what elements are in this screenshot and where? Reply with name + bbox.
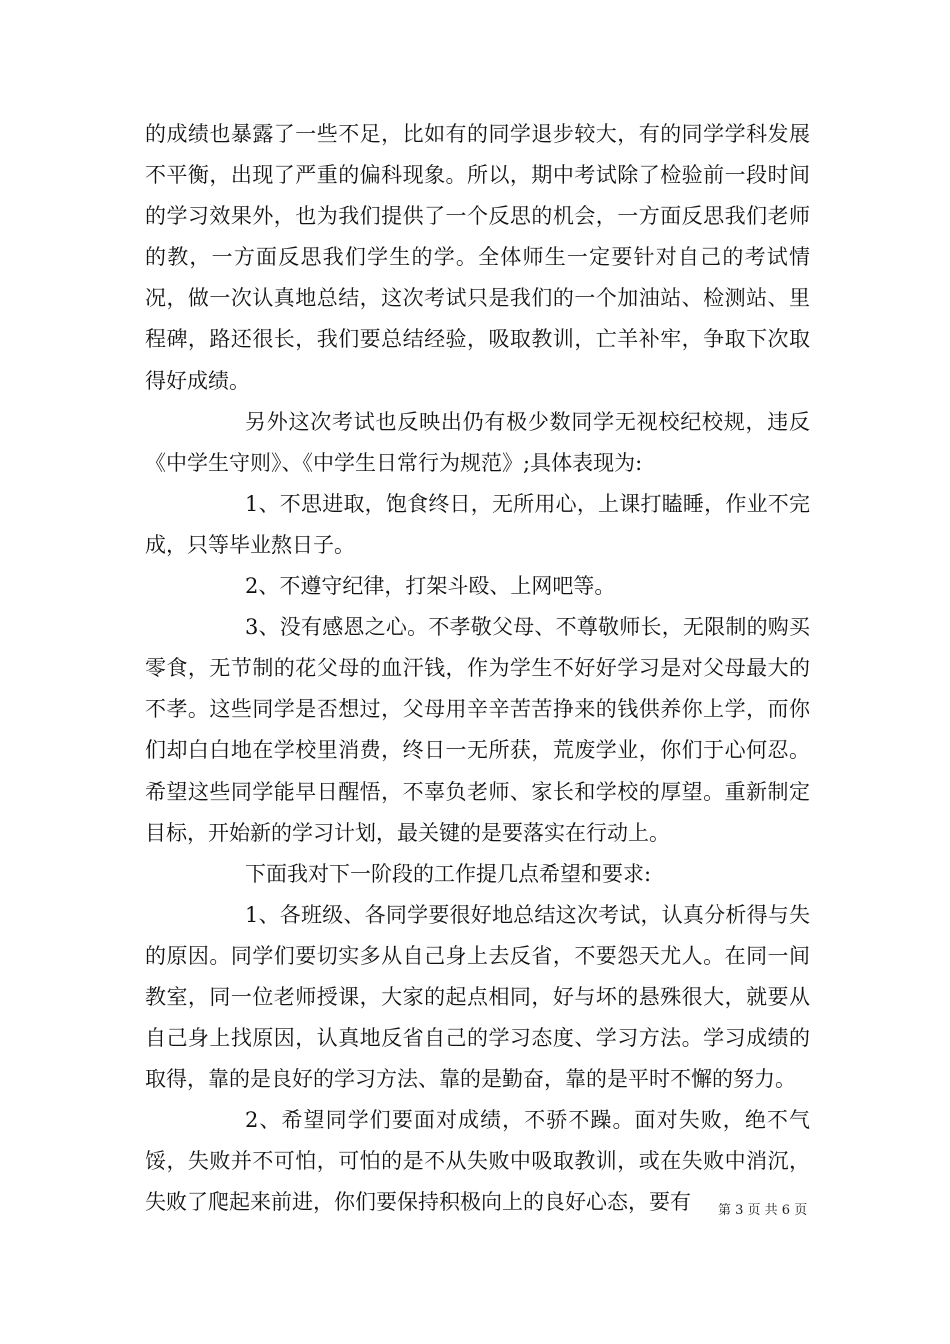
- paragraph-requests-intro: 下面我对下一阶段的工作提几点希望和要求:: [245, 861, 652, 886]
- page-number-footer: 第 3 页 共 6 页: [718, 1203, 808, 1218]
- document-body: [145, 114, 810, 1224]
- paragraph-violation-2: 2、不遵守纪律，打架斗殴、上网吧等。: [245, 574, 616, 599]
- paragraph-request-1: 1、各班级、各同学要很好地总结这次考试，认真分析得与失的原因。同学们要切实多从自己身上去反省，不要怨天尤人。在同一间教室，同一位老师授课，大家的起点相同，好与坏的悬殊很大，就要从自己身上找原因，认真地反省自己的学习态度、学习方法。学习成绩的取得，靠的是良好的学习方法、靠的是勤奋，靠的是平时不懈的努力。: [145, 902, 810, 1092]
- paragraph-continuation: 的成绩也暴露了一些不足，比如有的同学退步较大，有的同学学科发展不平衡，出现了严重的偏科现象。所以，期中考试除了检验前一段时间的学习效果外，也为我们提供了一个反思的机会，一方面反思我们老师的教，一方面反思我们学生的学。全体师生一定要针对自己的考试情况，做一次认真地总结，这次考试只是我们的一个加油站、检测站、里程碑，路还很长，我们要总结经验，吸取教训，亡羊补牢，争取下次取得好成绩。: [145, 122, 810, 393]
- paragraph-violation-3: 3、没有感恩之心。不孝敬父母、不尊敬师长，无限制的购买零食，无节制的花父母的血汗钱，作为学生不好好学习是对父母最大的不孝。这些同学是否想过，父母用辛辛苦苦挣来的钱供养你上学，而你们却白白地在学校里消费，终日一无所获，荒废学业，你们于心何忍。希望这些同学能早日醒悟，不辜负老师、家长和学校的厚望。重新制定目标，开始新的学习计划，最关键的是要落实在行动上。: [145, 615, 810, 845]
- paragraph-request-2: 2、希望同学们要面对成绩，不骄不躁。面对失败，绝不气馁，失败并不可怕，可怕的是不从失败中吸取教训，或在失败中消沉，失败了爬起来前进，你们要保持积极向上的良好心态，要有: [145, 1108, 810, 1215]
- paragraph-violations-intro: 另外这次考试也反映出仍有极少数同学无视校纪校规，违反《中学生守则》、《中学生日常行为规范》;具体表现为:: [145, 409, 810, 475]
- paragraph-violation-1: 1、不思进取，饱食终日，无所用心，上课打瞌睡，作业不完成，只等毕业熬日子。: [145, 491, 810, 557]
